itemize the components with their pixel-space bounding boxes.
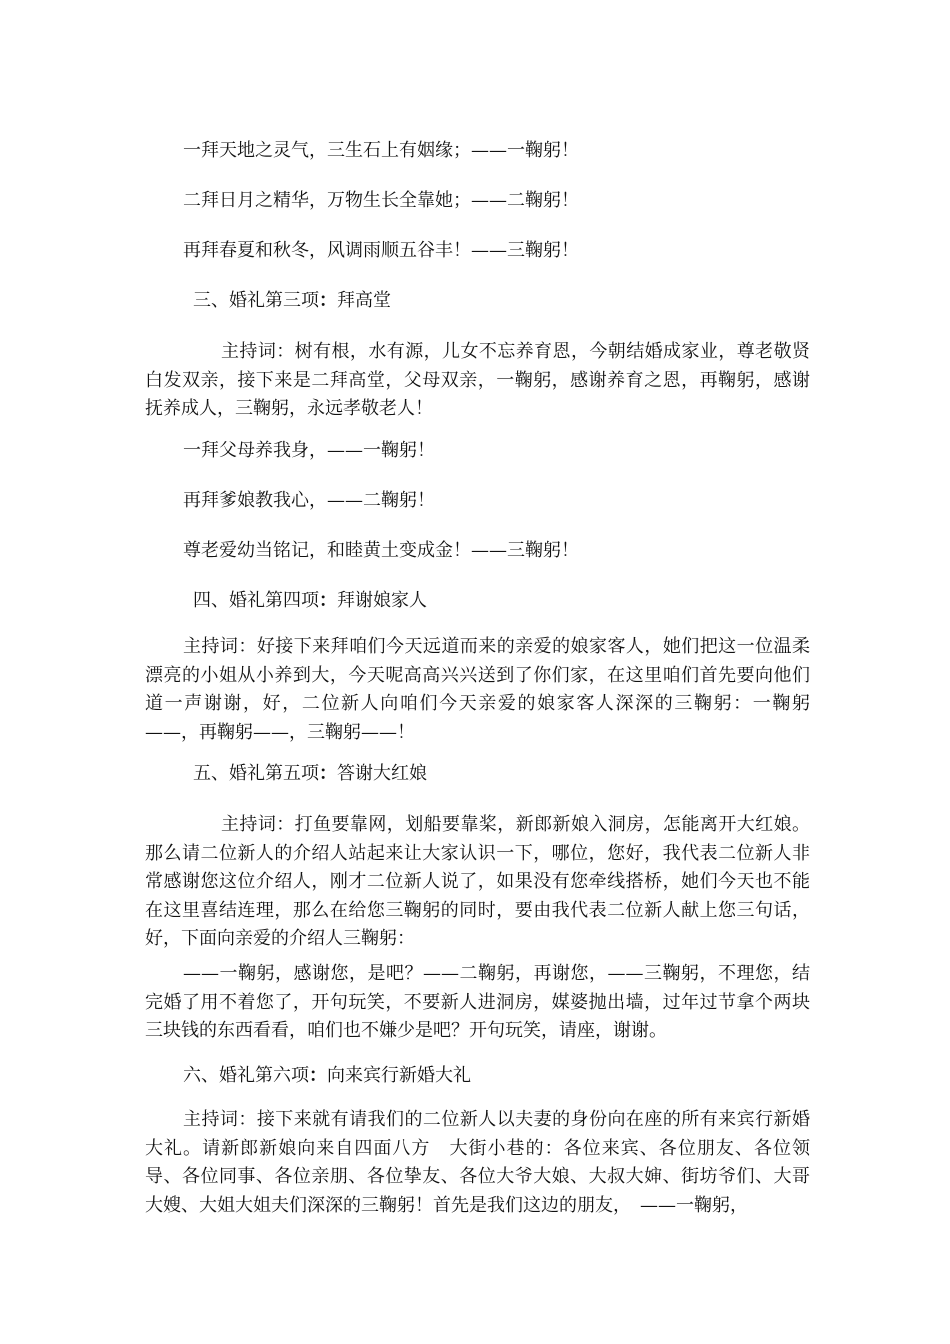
section-5-host-text: 主持词：打鱼要靠网，划船要靠桨，新郎新娘入洞房，怎能离开大红娘。那么请二位新人的介绍人站起来让大家认识一下，哪位，您好，我代表二位新人非常感谢您这位介绍人，刚才二位新人说了，如果没有您牵线搭桥，她们今天也不能在这里喜结连理，那么在给您三鞠躬的同时，要由我代表二位新人献上您三句话，好，下面向亲爱的介绍人三鞠躬： xyxy=(145,814,810,949)
section-6-host-text: 主持词：接下来就有请我们的二位新人以夫妻的身份向在座的所有来宾行新婚大礼。请新郎新娘向来自四面八方 大街小巷的：各位来宾、各位朋友、各位领导、各位同事、各位亲朋、各位挚友、各位大爷大娘、大叔大婶、街坊爷们、大哥大嫂、大姐大姐夫们深深的三鞠躬！首先是我们这边的朋友， ——一鞠躬， xyxy=(145,1109,810,1216)
section-4-colon: ： xyxy=(319,590,337,611)
section-5-colon: ： xyxy=(319,763,337,784)
section-3-host-text: 主持词：树有根，水有源，儿女不忘养育恩，今朝结婚成家业，尊老敬贤白发双亲，接下来是二拜高堂，父母双亲，一鞠躬，感谢养育之恩，再鞠躬，感谢抚养成人，三鞠躬，永远孝敬老人！ xyxy=(145,341,810,419)
section-3-bow-2: 再拜爹娘教我心，——二鞠躬！ xyxy=(183,490,435,511)
section-5-bow-text: ——一鞠躬，感谢您，是吧？——二鞠躬，再谢您，——三鞠躬，不理您，结完婚了用不着您了，开句玩笑，不要新人进洞房，媒婆抛出墙，过年过节拿个两块三块钱的东西看看，咱们也不嫌少是吧？开句玩笑，请座，谢谢。 xyxy=(145,963,810,1041)
section-3-heading xyxy=(193,286,391,315)
section-3-number: 三、婚礼第三项 xyxy=(193,290,319,311)
section-5-heading xyxy=(193,759,427,788)
section-6-number: 六、婚礼第六项 xyxy=(183,1065,309,1086)
blessing-line-2: 二拜日月之精华，万物生长全靠她；——二鞠躬！ xyxy=(183,190,579,211)
section-4-host-text: 主持词：好接下来拜咱们今天远道而来的亲爱的娘家客人，她们把这一位温柔漂亮的小姐从小养到大，今天呢高高兴兴送到了你们家，在这里咱们首先要向他们道一声谢谢，好，二位新人向咱们今天亲爱的娘家客人深深的三鞠躬：一鞠躬——，再鞠躬——，三鞠躬——！ xyxy=(145,636,810,743)
section-3-bow-1: 一拜父母养我身，——一鞠躬！ xyxy=(183,440,435,461)
section-5-title: 答谢大红娘 xyxy=(337,763,427,784)
section-6-colon: ： xyxy=(309,1065,327,1086)
section-4-heading xyxy=(193,586,427,615)
section-3-colon: ： xyxy=(319,290,337,311)
section-3-title: 拜高堂 xyxy=(337,290,391,311)
section-6-heading xyxy=(183,1061,471,1090)
section-4-number: 四、婚礼第四项 xyxy=(193,590,319,611)
blessing-line-3: 再拜春夏和秋冬，风调雨顺五谷丰！——三鞠躬！ xyxy=(183,240,579,261)
section-5-number: 五、婚礼第五项 xyxy=(193,763,319,784)
section-3-bow-3: 尊老爱幼当铭记，和睦黄土变成金！——三鞠躬！ xyxy=(183,540,579,561)
section-6-title: 向来宾行新婚大礼 xyxy=(327,1065,471,1086)
blessing-line-1: 一拜天地之灵气，三生石上有姻缘；——一鞠躬！ xyxy=(183,140,579,161)
section-4-title: 拜谢娘家人 xyxy=(337,590,427,611)
